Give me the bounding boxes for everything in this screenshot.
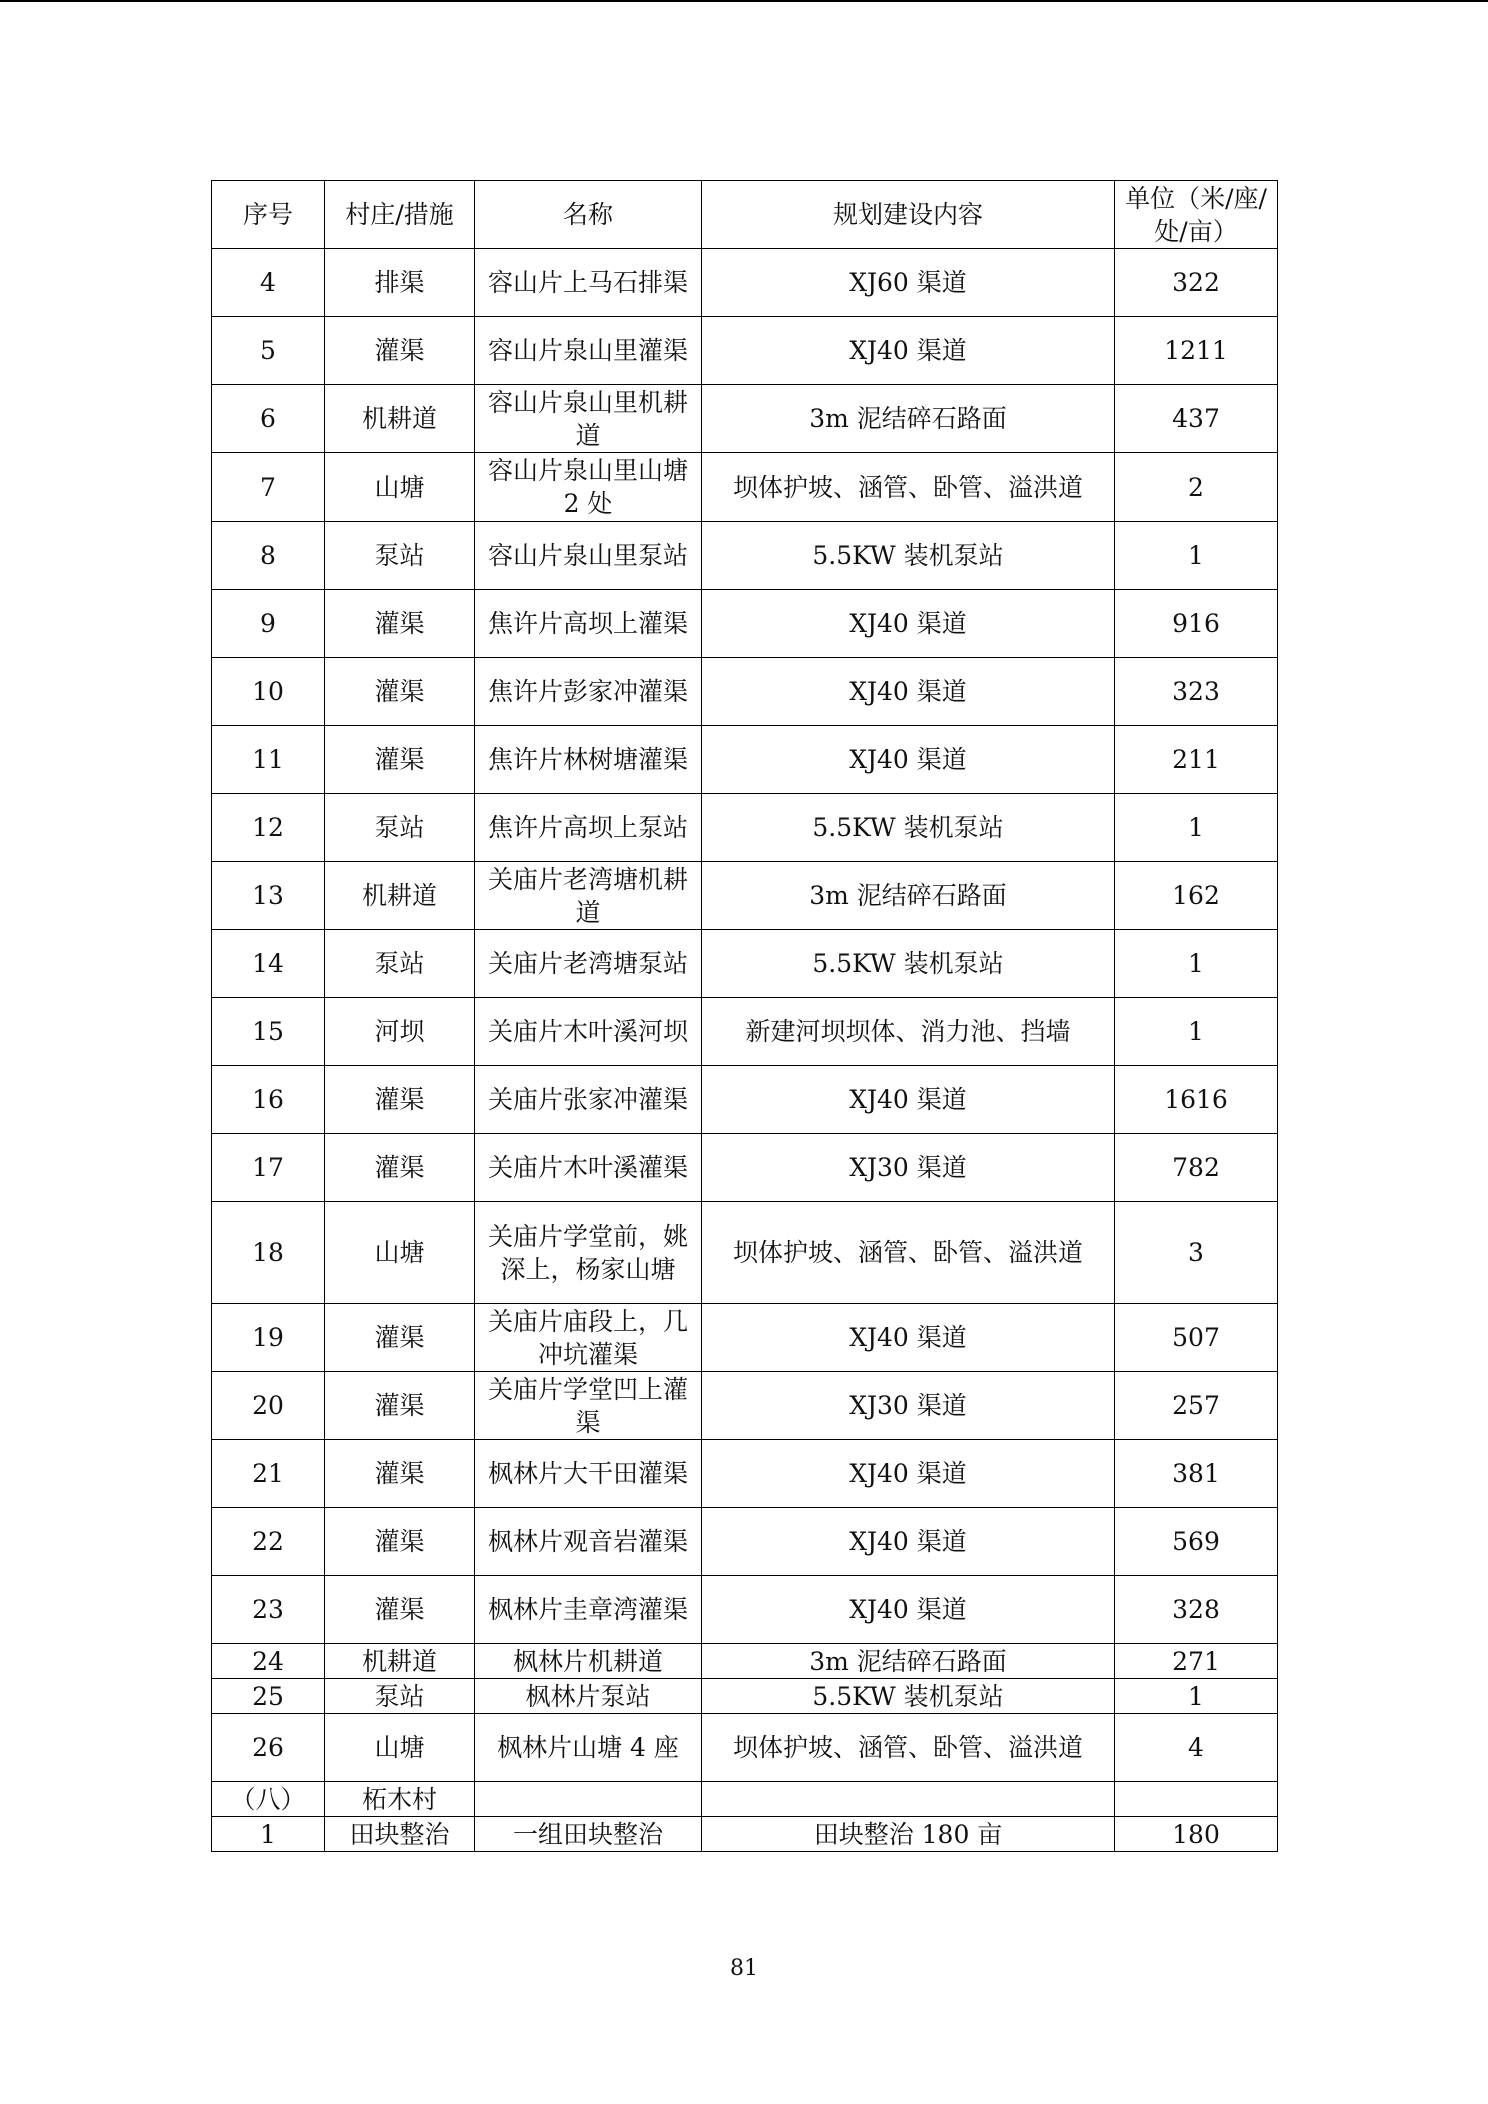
cell-content: XJ60 渠道 <box>702 249 1115 317</box>
cell-unit: 569 <box>1115 1508 1278 1576</box>
table-row <box>212 862 1278 930</box>
cell-name: 枫林片泵站 <box>475 1679 702 1714</box>
cell-no: 4 <box>212 249 325 317</box>
table-row <box>212 249 1278 317</box>
cell-type: 泵站 <box>325 1679 475 1714</box>
cell-no: 26 <box>212 1714 325 1782</box>
cell-content: 坝体护坡、涵管、卧管、溢洪道 <box>702 1202 1115 1304</box>
table-row <box>212 1782 1278 1817</box>
cell-unit: 437 <box>1115 385 1278 453</box>
cell-unit: 1 <box>1115 930 1278 998</box>
cell-type: 山塘 <box>325 453 475 522</box>
cell-name: 焦许片彭家冲灌渠 <box>475 658 702 726</box>
cell-type: 灌渠 <box>325 590 475 658</box>
cell-name: 关庙片木叶溪灌渠 <box>475 1134 702 1202</box>
cell-unit: 162 <box>1115 862 1278 930</box>
cell-type: 灌渠 <box>325 1372 475 1440</box>
table-row <box>212 794 1278 862</box>
cell-name: 容山片上马石排渠 <box>475 249 702 317</box>
cell-content: XJ40 渠道 <box>702 658 1115 726</box>
cell-name: 焦许片高坝上泵站 <box>475 794 702 862</box>
cell-no: 22 <box>212 1508 325 1576</box>
cell-no: 19 <box>212 1304 325 1372</box>
table-row <box>212 1714 1278 1782</box>
cell-content: 田块整治 180 亩 <box>702 1817 1115 1852</box>
cell-unit: 1 <box>1115 522 1278 590</box>
cell-no: 1 <box>212 1817 325 1852</box>
table-row <box>212 1817 1278 1852</box>
cell-type: 泵站 <box>325 522 475 590</box>
cell-no: 17 <box>212 1134 325 1202</box>
cell-name: 枫林片机耕道 <box>475 1644 702 1679</box>
table-row <box>212 1679 1278 1714</box>
cell-name: 枫林片山塘 4 座 <box>475 1714 702 1782</box>
header-cell-name: 名称 <box>475 181 702 249</box>
cell-type: 机耕道 <box>325 385 475 453</box>
cell-unit: 211 <box>1115 726 1278 794</box>
cell-content: 坝体护坡、涵管、卧管、溢洪道 <box>702 1714 1115 1782</box>
cell-name: 关庙片庙段上，几冲坑灌渠 <box>475 1304 702 1372</box>
cell-content: 5.5KW 装机泵站 <box>702 930 1115 998</box>
table-row <box>212 726 1278 794</box>
cell-type: 排渠 <box>325 249 475 317</box>
cell-unit: 180 <box>1115 1817 1278 1852</box>
cell-type: 山塘 <box>325 1714 475 1782</box>
table-row <box>212 590 1278 658</box>
cell-no: 11 <box>212 726 325 794</box>
cell-no: 10 <box>212 658 325 726</box>
table-row <box>212 1372 1278 1440</box>
cell-content: 3m 泥结碎石路面 <box>702 1644 1115 1679</box>
table-row <box>212 1134 1278 1202</box>
table-row <box>212 385 1278 453</box>
cell-name: 焦许片林树塘灌渠 <box>475 726 702 794</box>
cell-no: 18 <box>212 1202 325 1304</box>
cell-name: 关庙片张家冲灌渠 <box>475 1066 702 1134</box>
page-top-border <box>0 0 1488 2</box>
cell-unit: 323 <box>1115 658 1278 726</box>
table-row <box>212 453 1278 522</box>
cell-content <box>702 1782 1115 1817</box>
cell-content: XJ30 渠道 <box>702 1372 1115 1440</box>
cell-type: 灌渠 <box>325 1508 475 1576</box>
table-row <box>212 658 1278 726</box>
cell-unit: 1 <box>1115 1679 1278 1714</box>
cell-content: 3m 泥结碎石路面 <box>702 385 1115 453</box>
cell-unit: 271 <box>1115 1644 1278 1679</box>
cell-unit: 1 <box>1115 794 1278 862</box>
cell-unit: 916 <box>1115 590 1278 658</box>
cell-type: 山塘 <box>325 1202 475 1304</box>
cell-unit: 1 <box>1115 998 1278 1066</box>
table-row <box>212 1576 1278 1644</box>
cell-unit: 4 <box>1115 1714 1278 1782</box>
table-row <box>212 1304 1278 1372</box>
cell-name: 关庙片学堂凹上灌渠 <box>475 1372 702 1440</box>
cell-name: 关庙片老湾塘机耕道 <box>475 862 702 930</box>
cell-name: 容山片泉山里泵站 <box>475 522 702 590</box>
cell-unit: 322 <box>1115 249 1278 317</box>
cell-no: 9 <box>212 590 325 658</box>
cell-content: XJ30 渠道 <box>702 1134 1115 1202</box>
cell-name: 容山片泉山里山塘 2 处 <box>475 453 702 522</box>
cell-content: 5.5KW 装机泵站 <box>702 1679 1115 1714</box>
cell-unit: 3 <box>1115 1202 1278 1304</box>
cell-content: XJ40 渠道 <box>702 1576 1115 1644</box>
cell-unit: 257 <box>1115 1372 1278 1440</box>
cell-content: 5.5KW 装机泵站 <box>702 794 1115 862</box>
cell-no: 14 <box>212 930 325 998</box>
cell-type: 灌渠 <box>325 1576 475 1644</box>
table-header-row <box>212 181 1278 249</box>
cell-name: 枫林片大干田灌渠 <box>475 1440 702 1508</box>
cell-type: 泵站 <box>325 794 475 862</box>
cell-content: 3m 泥结碎石路面 <box>702 862 1115 930</box>
cell-no: 12 <box>212 794 325 862</box>
table-row <box>212 1202 1278 1304</box>
table-row <box>212 930 1278 998</box>
cell-type: 灌渠 <box>325 1066 475 1134</box>
header-cell-unit: 单位（米/座/处/亩） <box>1115 181 1278 249</box>
cell-no: 5 <box>212 317 325 385</box>
table-row <box>212 1508 1278 1576</box>
cell-content: XJ40 渠道 <box>702 1304 1115 1372</box>
cell-name: 关庙片学堂前，姚深上，杨家山塘 <box>475 1202 702 1304</box>
cell-name: 焦许片高坝上灌渠 <box>475 590 702 658</box>
cell-unit <box>1115 1782 1278 1817</box>
cell-no: 15 <box>212 998 325 1066</box>
cell-unit: 507 <box>1115 1304 1278 1372</box>
cell-type: 柘木村 <box>325 1782 475 1817</box>
cell-name: 容山片泉山里灌渠 <box>475 317 702 385</box>
cell-content: 坝体护坡、涵管、卧管、溢洪道 <box>702 453 1115 522</box>
cell-unit: 782 <box>1115 1134 1278 1202</box>
cell-content: XJ40 渠道 <box>702 590 1115 658</box>
cell-content: XJ40 渠道 <box>702 317 1115 385</box>
cell-no: 21 <box>212 1440 325 1508</box>
cell-content: 5.5KW 装机泵站 <box>702 522 1115 590</box>
construction-plan-table <box>211 180 1278 1852</box>
table-row <box>212 522 1278 590</box>
cell-unit: 1211 <box>1115 317 1278 385</box>
cell-content: XJ40 渠道 <box>702 1440 1115 1508</box>
cell-name: 枫林片圭章湾灌渠 <box>475 1576 702 1644</box>
cell-no: 6 <box>212 385 325 453</box>
cell-type: 机耕道 <box>325 862 475 930</box>
cell-content: 新建河坝坝体、消力池、挡墙 <box>702 998 1115 1066</box>
cell-type: 机耕道 <box>325 1644 475 1679</box>
table-body <box>212 249 1278 1852</box>
cell-content: XJ40 渠道 <box>702 1508 1115 1576</box>
cell-name <box>475 1782 702 1817</box>
table-row <box>212 1440 1278 1508</box>
cell-no: 23 <box>212 1576 325 1644</box>
cell-no: 24 <box>212 1644 325 1679</box>
cell-no: 25 <box>212 1679 325 1714</box>
cell-unit: 328 <box>1115 1576 1278 1644</box>
cell-content: XJ40 渠道 <box>702 1066 1115 1134</box>
header-cell-type: 村庄/措施 <box>325 181 475 249</box>
cell-type: 田块整治 <box>325 1817 475 1852</box>
cell-no: 16 <box>212 1066 325 1134</box>
cell-no: 7 <box>212 453 325 522</box>
cell-type: 灌渠 <box>325 726 475 794</box>
cell-no: 13 <box>212 862 325 930</box>
cell-no: 8 <box>212 522 325 590</box>
cell-type: 灌渠 <box>325 1440 475 1508</box>
header-cell-no: 序号 <box>212 181 325 249</box>
cell-name: 关庙片老湾塘泵站 <box>475 930 702 998</box>
page-number: 81 <box>730 1956 758 1981</box>
cell-content: XJ40 渠道 <box>702 726 1115 794</box>
cell-no: 20 <box>212 1372 325 1440</box>
cell-type: 灌渠 <box>325 1304 475 1372</box>
cell-type: 灌渠 <box>325 1134 475 1202</box>
cell-unit: 2 <box>1115 453 1278 522</box>
cell-name: 枫林片观音岩灌渠 <box>475 1508 702 1576</box>
header-cell-content: 规划建设内容 <box>702 181 1115 249</box>
cell-no: （八） <box>212 1782 325 1817</box>
table-row <box>212 1644 1278 1679</box>
table-row <box>212 998 1278 1066</box>
cell-unit: 381 <box>1115 1440 1278 1508</box>
cell-type: 灌渠 <box>325 317 475 385</box>
cell-name: 关庙片木叶溪河坝 <box>475 998 702 1066</box>
cell-type: 河坝 <box>325 998 475 1066</box>
cell-type: 灌渠 <box>325 658 475 726</box>
table-row <box>212 317 1278 385</box>
cell-unit: 1616 <box>1115 1066 1278 1134</box>
cell-type: 泵站 <box>325 930 475 998</box>
cell-name: 容山片泉山里机耕道 <box>475 385 702 453</box>
table-row <box>212 1066 1278 1134</box>
cell-name: 一组田块整治 <box>475 1817 702 1852</box>
